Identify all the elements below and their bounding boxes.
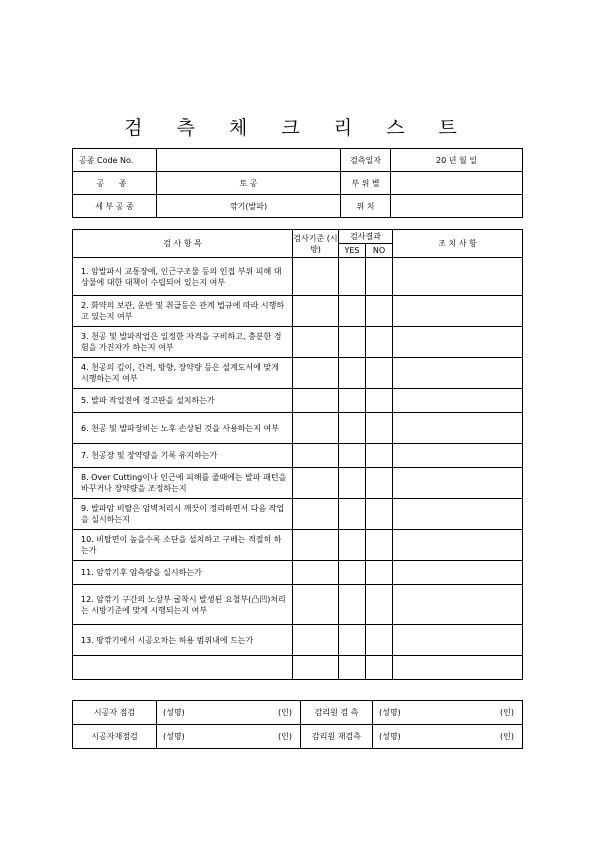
- table-row: [73, 413, 523, 444]
- checklist-table: [72, 229, 523, 680]
- yes-cell[interactable]: [339, 258, 366, 296]
- sign-seal-left: (인): [261, 725, 301, 749]
- yes-cell[interactable]: [339, 327, 366, 358]
- checklist-item: 8. Over Cutting이나 인근에 피해를 줄때에는 발파 패턴을 바꾸거나 장약량을 조정하는지: [73, 468, 293, 499]
- criteria-cell[interactable]: [293, 585, 339, 625]
- yes-cell[interactable]: [339, 413, 366, 444]
- no-cell[interactable]: [366, 530, 393, 561]
- criteria-cell[interactable]: [293, 625, 339, 656]
- no-cell[interactable]: [366, 585, 393, 625]
- action-cell[interactable]: [393, 389, 523, 413]
- yes-cell[interactable]: [339, 358, 366, 389]
- code-label: 공종 Code No.: [73, 149, 157, 172]
- result-header: 검사결과: [339, 230, 393, 244]
- action-cell[interactable]: [393, 358, 523, 389]
- action-cell[interactable]: [393, 561, 523, 585]
- location-value[interactable]: [391, 195, 523, 218]
- part-value[interactable]: [391, 172, 523, 195]
- checklist-item: 6. 천공 및 발파장비는 노후 손상된 것을 사용하는지 여부: [73, 413, 293, 444]
- no-cell[interactable]: [366, 258, 393, 296]
- signature-row: [73, 701, 523, 725]
- no-header: NO: [366, 244, 393, 258]
- code-value[interactable]: [157, 149, 341, 172]
- signature-row: [73, 725, 523, 749]
- location-label: 위 치: [341, 195, 391, 218]
- table-row: [73, 561, 523, 585]
- sign-name-right[interactable]: (성명): [373, 701, 483, 725]
- page-title: 검 측 체 크 리 스 트: [124, 117, 471, 139]
- criteria-cell[interactable]: [293, 468, 339, 499]
- no-cell[interactable]: [366, 296, 393, 327]
- table-row: [73, 258, 523, 296]
- criteria-cell[interactable]: [293, 296, 339, 327]
- action-cell[interactable]: [393, 656, 523, 680]
- action-cell[interactable]: [393, 530, 523, 561]
- checklist-item: 11. 암깎기후 암측량을 실시하는가: [73, 561, 293, 585]
- table-row: [73, 389, 523, 413]
- checklist-item: 10. 비탈면이 높을수록 소단을 설치하고 구배는 적절히 하는가: [73, 530, 293, 561]
- sign-name-left[interactable]: (성명): [157, 701, 261, 725]
- sign-name-left[interactable]: (성명): [157, 725, 261, 749]
- sign-role-right: 감리원 검 측: [301, 701, 373, 725]
- table-row: [73, 468, 523, 499]
- table-row: [73, 656, 523, 680]
- yes-cell[interactable]: [339, 389, 366, 413]
- items-header: 검 사 항 목: [73, 230, 293, 258]
- table-row: [73, 358, 523, 389]
- criteria-cell[interactable]: [293, 656, 339, 680]
- action-cell[interactable]: [393, 625, 523, 656]
- table-row: [73, 499, 523, 530]
- yes-cell[interactable]: [339, 585, 366, 625]
- yes-cell[interactable]: [339, 468, 366, 499]
- table-row: [73, 296, 523, 327]
- checklist-item: 13. 땅깎기에서 시공오차는 허용 범위내에 드는가: [73, 625, 293, 656]
- type-label: 공 종: [73, 172, 157, 195]
- yes-cell[interactable]: [339, 561, 366, 585]
- action-cell[interactable]: [393, 413, 523, 444]
- yes-cell[interactable]: [339, 530, 366, 561]
- checklist-item: 9. 발파암 비탈은 암벽처리시 깨끗이 정리하면서 다음 작업을 실시하는지: [73, 499, 293, 530]
- action-cell[interactable]: [393, 258, 523, 296]
- checklist-item: [73, 656, 293, 680]
- criteria-cell[interactable]: [293, 389, 339, 413]
- part-label: 부 위 별: [341, 172, 391, 195]
- checklist-item: 12. 암깎기 구간의 노상부 굴착시 발생된 요철부(凸凹)처리는 시방기준에 맞게 시행되는지 여부: [73, 585, 293, 625]
- checklist-item: 5. 발파 작업전에 경고판을 설치하는가: [73, 389, 293, 413]
- table-row: [73, 530, 523, 561]
- sign-seal-right: (인): [483, 701, 523, 725]
- no-cell[interactable]: [366, 656, 393, 680]
- no-cell[interactable]: [366, 389, 393, 413]
- criteria-cell[interactable]: [293, 530, 339, 561]
- table-row: [73, 625, 523, 656]
- no-cell[interactable]: [366, 358, 393, 389]
- info-table: [72, 148, 523, 218]
- no-cell[interactable]: [366, 327, 393, 358]
- checklist-item: 3. 천공 및 발파작업은 일정한 자격을 구비하고, 충분한 경험을 가진자가 하는지 여부: [73, 327, 293, 358]
- no-cell[interactable]: [366, 444, 393, 468]
- no-cell[interactable]: [366, 468, 393, 499]
- yes-cell[interactable]: [339, 296, 366, 327]
- no-cell[interactable]: [366, 561, 393, 585]
- checklist-item: 2. 화약의 보관, 운반 및 취급등은 관계 법규에 따라 시행하고 있는지 여부: [73, 296, 293, 327]
- action-cell[interactable]: [393, 296, 523, 327]
- criteria-cell[interactable]: [293, 499, 339, 530]
- date-value[interactable]: 20 년 월 일: [391, 149, 523, 172]
- action-cell[interactable]: [393, 585, 523, 625]
- criteria-cell[interactable]: [293, 413, 339, 444]
- yes-cell[interactable]: [339, 656, 366, 680]
- checklist-item: 4. 천공의 깊이, 간격, 방향, 장약량 등은 설계도서에 맞게 시행하는지 여부: [73, 358, 293, 389]
- sign-name-right[interactable]: (성명): [373, 725, 483, 749]
- type-value[interactable]: 토 공: [157, 172, 341, 195]
- table-row: [73, 444, 523, 468]
- action-cell[interactable]: [393, 327, 523, 358]
- sign-seal-right: (인): [483, 725, 523, 749]
- signature-table: [72, 700, 523, 749]
- no-cell[interactable]: [366, 625, 393, 656]
- sign-seal-left: (인): [261, 701, 301, 725]
- criteria-header: 검사기준 (시방): [293, 230, 339, 258]
- sign-role-right: 감리원 재검측: [301, 725, 373, 749]
- no-cell[interactable]: [366, 413, 393, 444]
- checklist-item: 7. 천공장 및 장약량을 기록 유지하는가: [73, 444, 293, 468]
- yes-cell[interactable]: [339, 625, 366, 656]
- action-header: 조 치 사 항: [393, 230, 523, 258]
- action-cell[interactable]: [393, 499, 523, 530]
- date-label: 검측일자: [341, 149, 391, 172]
- criteria-cell[interactable]: [293, 358, 339, 389]
- criteria-cell[interactable]: [293, 561, 339, 585]
- criteria-cell[interactable]: [293, 327, 339, 358]
- action-cell[interactable]: [393, 468, 523, 499]
- yes-cell[interactable]: [339, 444, 366, 468]
- yes-cell[interactable]: [339, 499, 366, 530]
- criteria-cell[interactable]: [293, 444, 339, 468]
- yes-header: YES: [339, 244, 366, 258]
- detail-label: 세 부 공 종: [73, 195, 157, 218]
- detail-value[interactable]: 깎기(발파): [157, 195, 341, 218]
- action-cell[interactable]: [393, 444, 523, 468]
- criteria-cell[interactable]: [293, 258, 339, 296]
- sign-role-left: 시공자재점검: [73, 725, 157, 749]
- checklist-item: 1. 암발파시 교통장애, 인근구조물 등의 인접 부위 피해 대상물에 대한 대책이 수립되어 있는지 여부: [73, 258, 293, 296]
- table-row: [73, 327, 523, 358]
- no-cell[interactable]: [366, 499, 393, 530]
- sign-role-left: 시공자 점검: [73, 701, 157, 725]
- table-row: [73, 585, 523, 625]
